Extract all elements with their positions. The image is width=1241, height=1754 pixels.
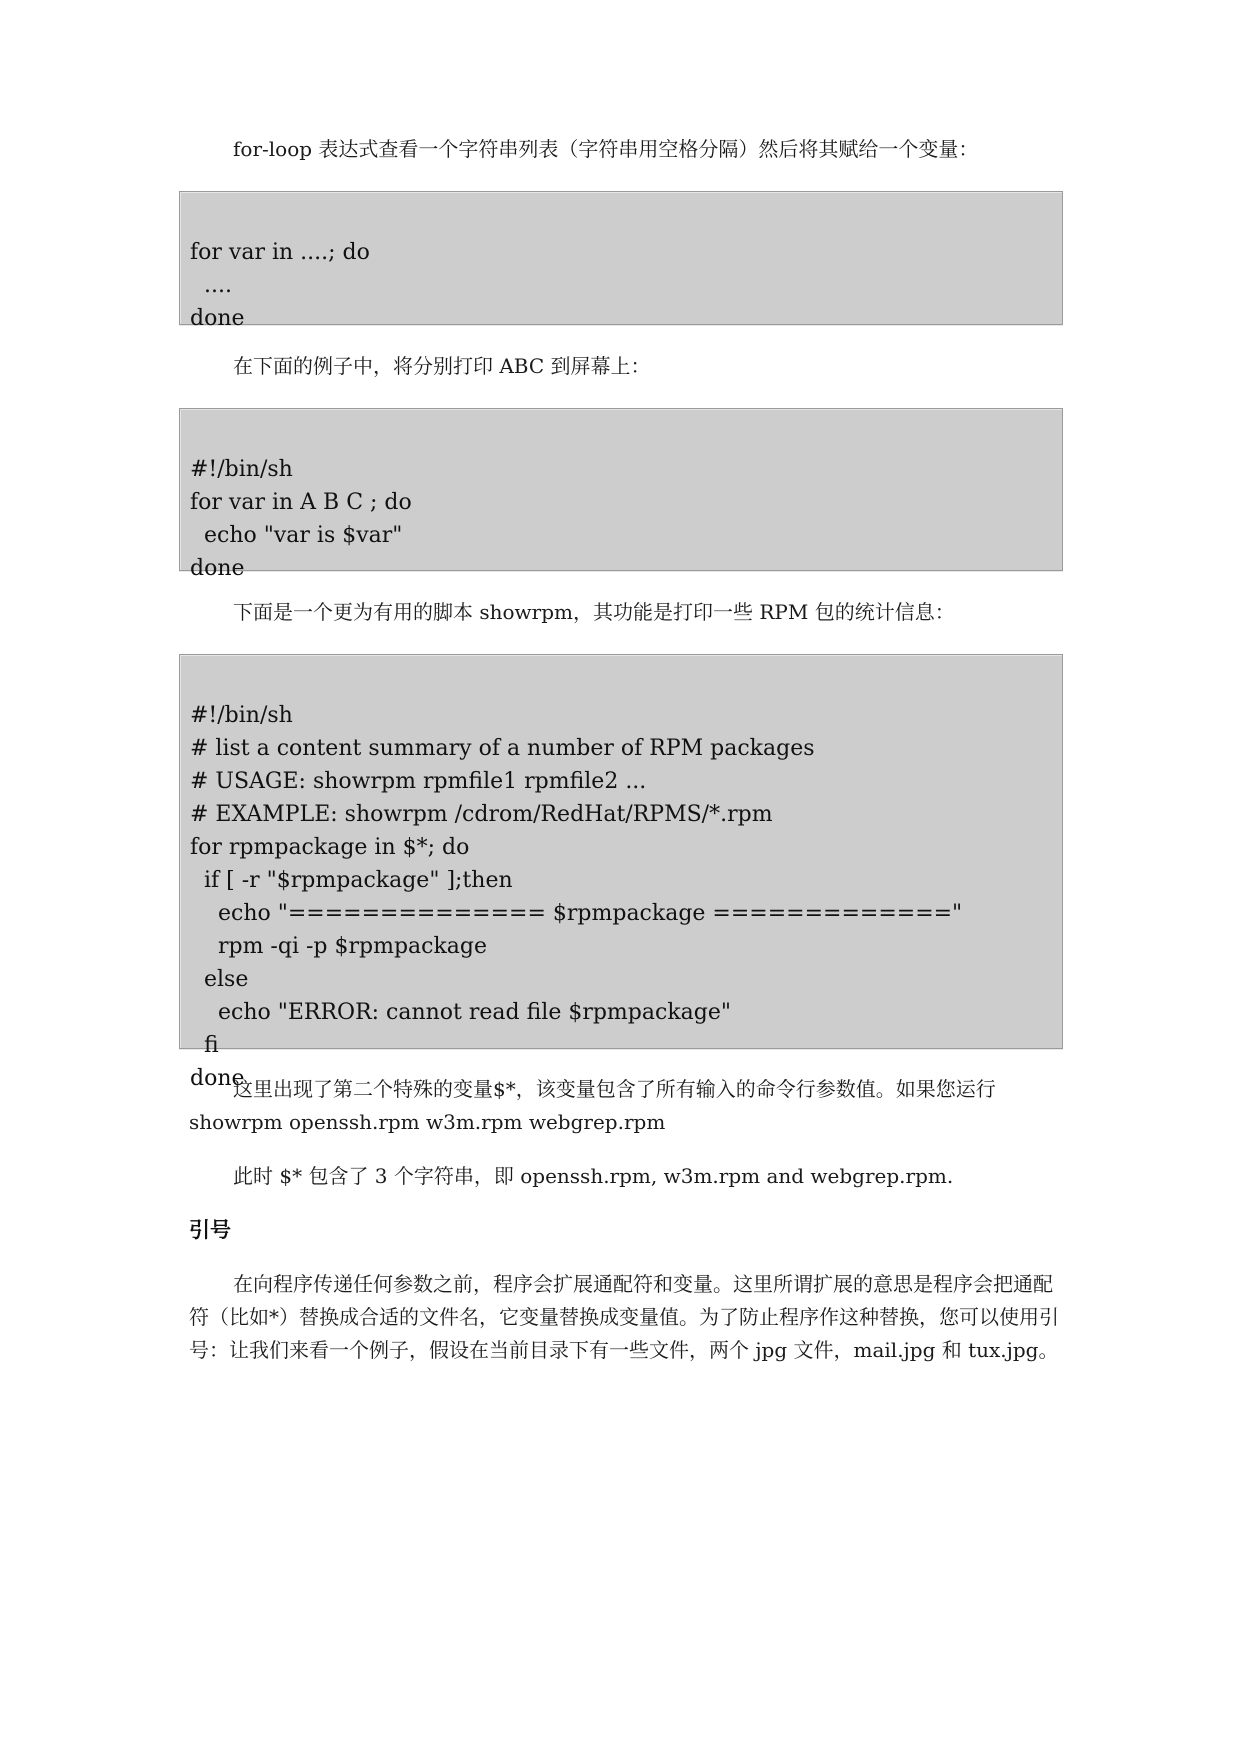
intro-for-loop-paragraph: for-loop 表达式查看一个字符串列表（字符串用空格分隔）然后将其赋给一个变量：	[233, 137, 979, 161]
code-block-abc-example	[179, 408, 1063, 581]
code-line: else	[190, 967, 249, 992]
code-block-for-loop-syntax	[179, 191, 1063, 331]
intro-showrpm-paragraph: 下面是一个更为有用的脚本 showrpm，其功能是打印一些 RPM 包的统计信息：	[233, 600, 955, 624]
code-line: echo "ERROR: cannot read file $rpmpackage"	[190, 1000, 731, 1025]
special-variable-paragraph: 这里出现了第二个特殊的变量$*，该变量包含了所有输入的命令行参数值。如果您运行 showrpm openssh.rpm w3m.rpm webgrep.rpm	[189, 1077, 996, 1134]
code-line: if [ -r "$rpmpackage" ];then	[190, 868, 513, 893]
code-line: echo "============== $rpmpackage ============="	[190, 901, 963, 926]
code-line: # EXAMPLE: showrpm /cdrom/RedHat/RPMS/*.rpm	[190, 802, 773, 827]
code-block-showrpm-script	[179, 654, 1063, 1091]
code-line: fi	[190, 1033, 219, 1058]
code-line: for var in A B C ; do	[190, 490, 412, 515]
quotes-paragraph: 在向程序传递任何参数之前，程序会扩展通配符和变量。这里所谓扩展的意思是程序会把通配符（比如*）替换成合适的文件名，它变量替换成变量值。为了防止程序作这种替换，您可以使用引号：让我们来看一个例子，假设在当前目录下有一些文件，两个 jpg 文件，mail.jpg 和 tux.jpg。	[189, 1272, 1059, 1362]
code-line: echo "var is $var"	[190, 523, 403, 548]
code-line: # list a content summary of a number of RPM packages	[190, 736, 815, 761]
code-line: done	[190, 1066, 245, 1091]
code-line: for var in ....; do	[190, 240, 370, 265]
special-variable-result-paragraph: 此时 $* 包含了 3 个字符串，即 openssh.rpm, w3m.rpm and webgrep.rpm.	[233, 1164, 954, 1188]
code-line: done	[190, 306, 245, 331]
code-line: rpm -qi -p $rpmpackage	[190, 934, 488, 959]
code-line: for rpmpackage in $*; do	[190, 835, 470, 860]
code-line: #!/bin/sh	[190, 457, 293, 482]
code-line: #!/bin/sh	[190, 703, 293, 728]
section-heading-quotes: 引号	[189, 1218, 231, 1242]
intro-example-abc-paragraph: 在下面的例子中，将分别打印 ABC 到屏幕上：	[233, 354, 651, 378]
code-line: # USAGE: showrpm rpmfile1 rpmfile2 ...	[190, 769, 647, 794]
code-line: ....	[190, 273, 232, 298]
code-line: done	[190, 556, 245, 581]
